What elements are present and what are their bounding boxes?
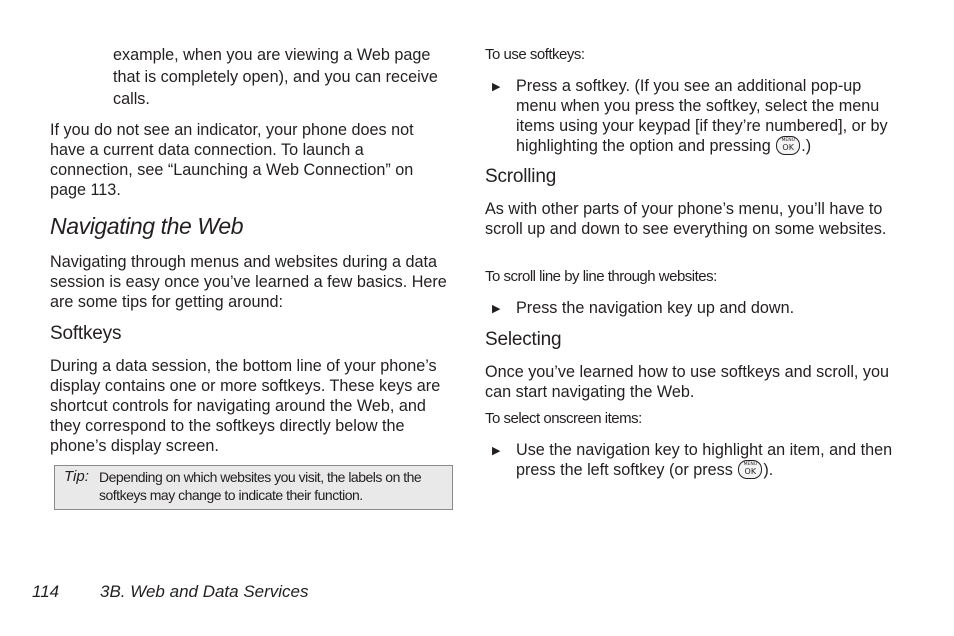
softkeys-paragraph: During a data session, the bottom line of your phone’s display contains one or more softkeys. These keys are shortcut controls for navigating around the Web, and they correspond to the softkeys directly below the phone’s display screen. (50, 357, 441, 455)
tip-text: Depending on which websites you visit, the labels on the softkeys may change to indicate their function. (99, 469, 422, 503)
select-label: To select onscreen items: (485, 410, 642, 427)
use-softkeys-label: To use softkeys: (485, 46, 585, 63)
scroll-bullet-text: Press the navigation key up and down. (516, 299, 795, 317)
key-top-label: MENU (743, 462, 758, 468)
softkey-bullet-body: Press a softkey. (If you see an additional pop-up menu when you press the softkey, select the menu items using your keypad [if they’re numbered], or by highlighting the option and pressing (516, 77, 888, 155)
key-bottom-label: OK (782, 143, 794, 153)
softkeys-heading: Softkeys (50, 323, 122, 344)
softkey-bullet-text (516, 76, 896, 156)
footer-section: 3B. Web and Data Services (100, 582, 309, 601)
bullet-arrow-icon: ▶ (492, 81, 501, 93)
select-bullet-end: ). (763, 461, 774, 479)
menu-ok-key-icon (738, 460, 762, 479)
scrolling-heading: Scrolling (485, 166, 557, 187)
select-bullet-body: Use the navigation key to highlight an item, and then press the left softkey (or press (516, 441, 893, 479)
tip-box (54, 465, 453, 510)
continued-text: example, when you are viewing a Web page that is completely open), and you can receive calls. (113, 46, 438, 108)
softkey-bullet-end: .) (801, 137, 812, 155)
section-intro: Navigating through menus and websites during a data session is easy once you’ve learned a few basics. Here are some tips for getting around: (50, 253, 447, 311)
key-bottom-label: OK (744, 467, 757, 477)
selecting-paragraph: Once you’ve learned how to use softkeys and scroll, you can start navigating the Web. (485, 363, 890, 401)
section-title: Navigating the Web (50, 213, 244, 239)
scroll-label: To scroll line by line through websites: (485, 268, 717, 285)
tip-label: Tip: (64, 468, 89, 485)
menu-ok-key-icon (776, 136, 800, 155)
page-number: 114 (32, 582, 60, 601)
scrolling-paragraph: As with other parts of your phone’s menu, you’ll have to scroll up and down to see everything on some websites. (485, 200, 887, 238)
key-top-label: MENU (781, 138, 795, 144)
bullet-arrow-icon: ▶ (492, 303, 501, 315)
selecting-heading: Selecting (485, 329, 562, 350)
intro-paragraph: If you do not see an indicator, your phone does not have a current data connection. To launch a connection, see “Launching a Web Connection” on page 113. (50, 121, 414, 199)
bullet-arrow-icon: ▶ (492, 445, 501, 457)
select-bullet-text (516, 440, 896, 480)
